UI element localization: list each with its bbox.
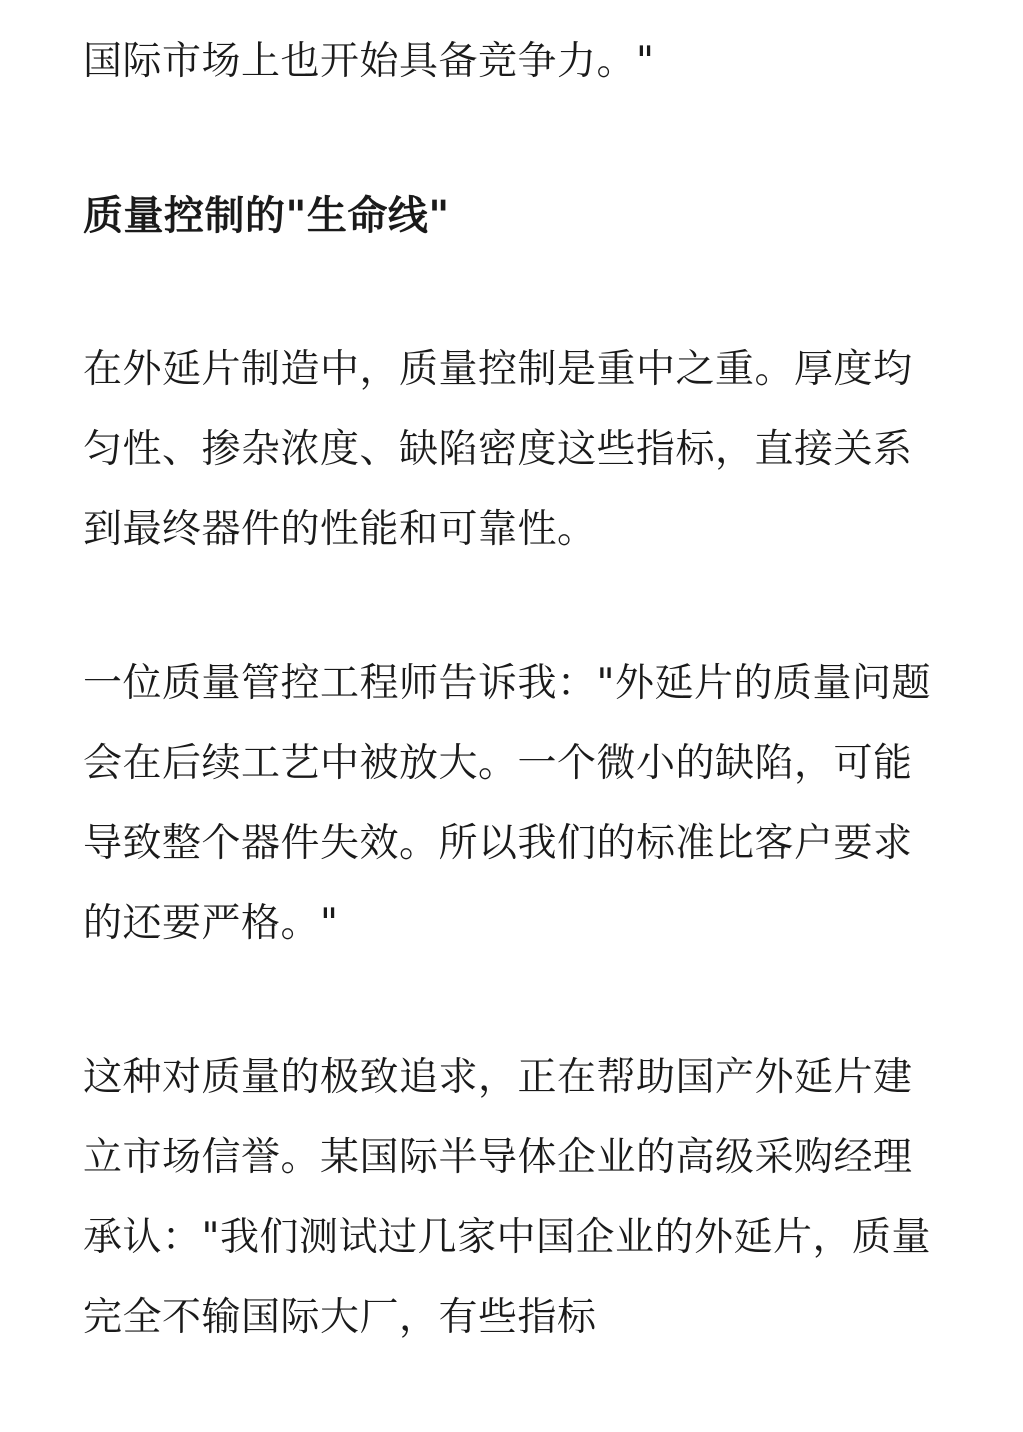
paragraph-intro-tail: 国际市场上也开始具备竞争力。" bbox=[83, 39, 655, 84]
paragraph-quality-control: 在外延片制造中，质量控制是重中之重。厚度均匀性、掺杂浓度、缺陷密度这些指标，直接关系到最终器件的性能和可靠性。 bbox=[83, 347, 913, 552]
article-body bbox=[83, 22, 943, 1358]
paragraph-engineer-quote: 一位质量管控工程师告诉我："外延片的质量问题会在后续工艺中被放大。一个微小的缺陷，可能导致整个器件失效。所以我们的标准比客户要求的还要严格。" bbox=[83, 661, 931, 946]
paragraph-spacer bbox=[83, 964, 943, 1038]
section-heading: 质量控制的"生命线" bbox=[83, 193, 450, 239]
paragraph-spacer bbox=[83, 102, 943, 176]
paragraph-spacer bbox=[83, 570, 943, 644]
paragraph-spacer bbox=[83, 256, 943, 330]
paragraph-market-reputation: 这种对质量的极致追求，正在帮助国产外延片建立市场信誉。某国际半导体企业的高级采购经理承认："我们测试过几家中国企业的外延片，质量完全不输国际大厂，有些指标 bbox=[83, 1055, 931, 1340]
